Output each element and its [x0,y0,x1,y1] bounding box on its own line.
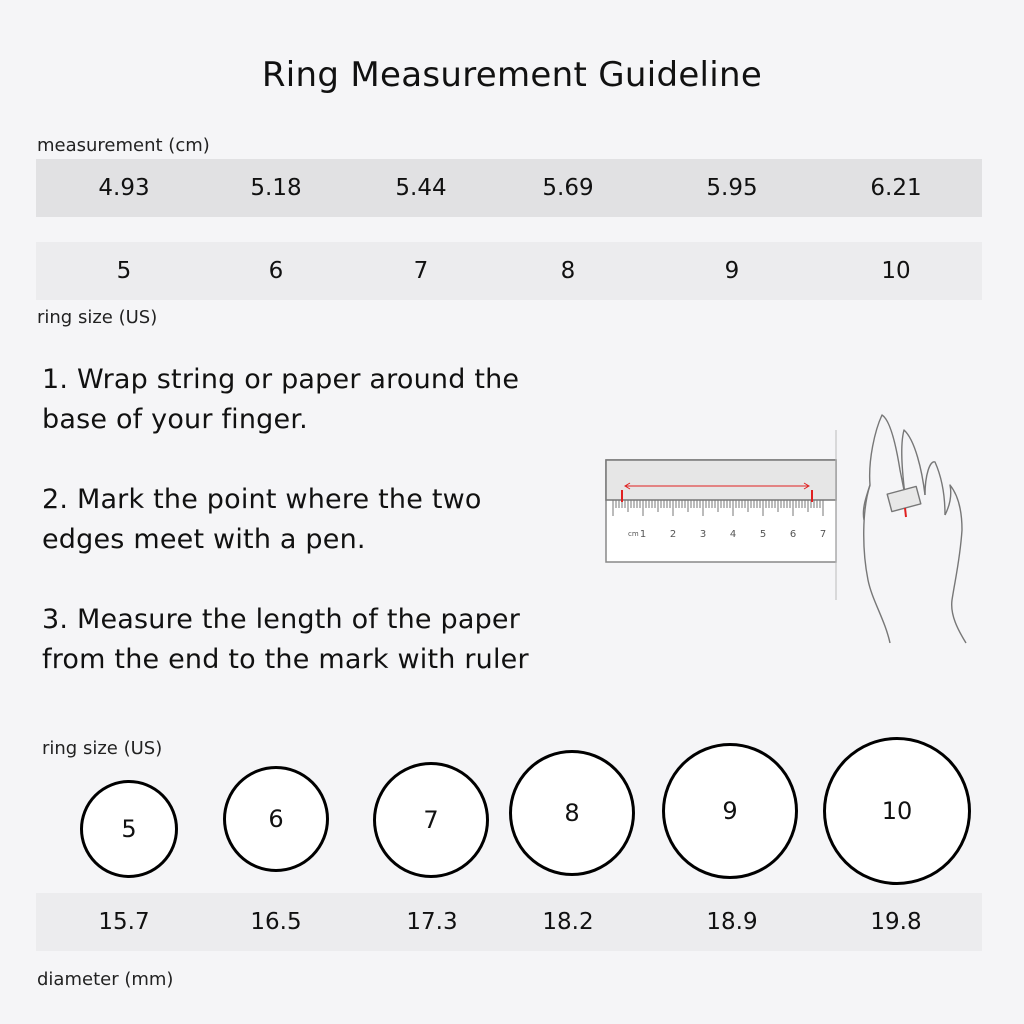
bottom-ring-size-label: ring size (US) [42,738,163,759]
step-2: 2. Mark the point where the two edges meet with a pen. [42,484,482,555]
ruler-number: 5 [759,529,767,540]
ring-circle [509,750,635,876]
diameter-cell: 18.2 [542,909,594,935]
diameter-label: diameter (mm) [37,969,174,990]
ring-size-row [36,242,982,300]
ring-circle-label: 5 [121,815,137,843]
measurement-row [36,159,982,217]
diameter-row [36,893,982,951]
ring-circle-label: 9 [722,797,738,825]
ruler-number: 1 [639,529,647,540]
ruler-number: 6 [789,529,797,540]
ring-size-cell: 8 [560,258,576,284]
ring-size-cell: 7 [413,258,429,284]
measurement-cell: 4.93 [98,175,150,201]
diameter-cell: 15.7 [98,909,150,935]
diameter-cell: 17.3 [406,909,458,935]
diameter-cell: 19.8 [870,909,922,935]
measurement-cell: 5.95 [706,175,758,201]
measurement-label: measurement (cm) [37,135,210,156]
ring-circle [80,780,178,878]
measurement-cell: 5.44 [395,175,447,201]
ring-circle [823,737,971,885]
ring-size-cell: 5 [116,258,132,284]
measurement-cell: 5.69 [542,175,594,201]
ruler-unit: cm [628,530,639,538]
step-1: 1. Wrap string or paper around the base of your finger. [42,364,520,435]
hand-icon [863,415,966,643]
step-3: 3. Measure the length of the paper from the end to the mark with ruler [42,604,529,675]
page-title: Ring Measurement Guideline [261,55,763,95]
ring-size-cell: 10 [881,258,911,284]
ring-circle [662,743,798,879]
measurement-cell: 5.18 [250,175,302,201]
ring-circle-label: 6 [268,805,284,833]
ring-circle [373,762,489,878]
ring-circle-label: 8 [564,799,580,827]
ruler-icon [606,460,836,562]
ring-size-cell: 9 [724,258,740,284]
instructions [42,360,562,720]
ring-size-cell: 6 [268,258,284,284]
ring-circle-label: 7 [423,806,439,834]
ruler-number: 4 [729,529,737,540]
diameter-cell: 16.5 [250,909,302,935]
ruler-number: 2 [669,529,677,540]
ring-size-label: ring size (US) [37,307,158,328]
ring-circle [223,766,329,872]
ring-circle-label: 10 [881,797,913,825]
diameter-cell: 18.9 [706,909,758,935]
ruler-hand-illustration [600,400,980,650]
measurement-cell: 6.21 [870,175,922,201]
ruler-number: 3 [699,529,707,540]
ruler-number: 7 [819,529,827,540]
